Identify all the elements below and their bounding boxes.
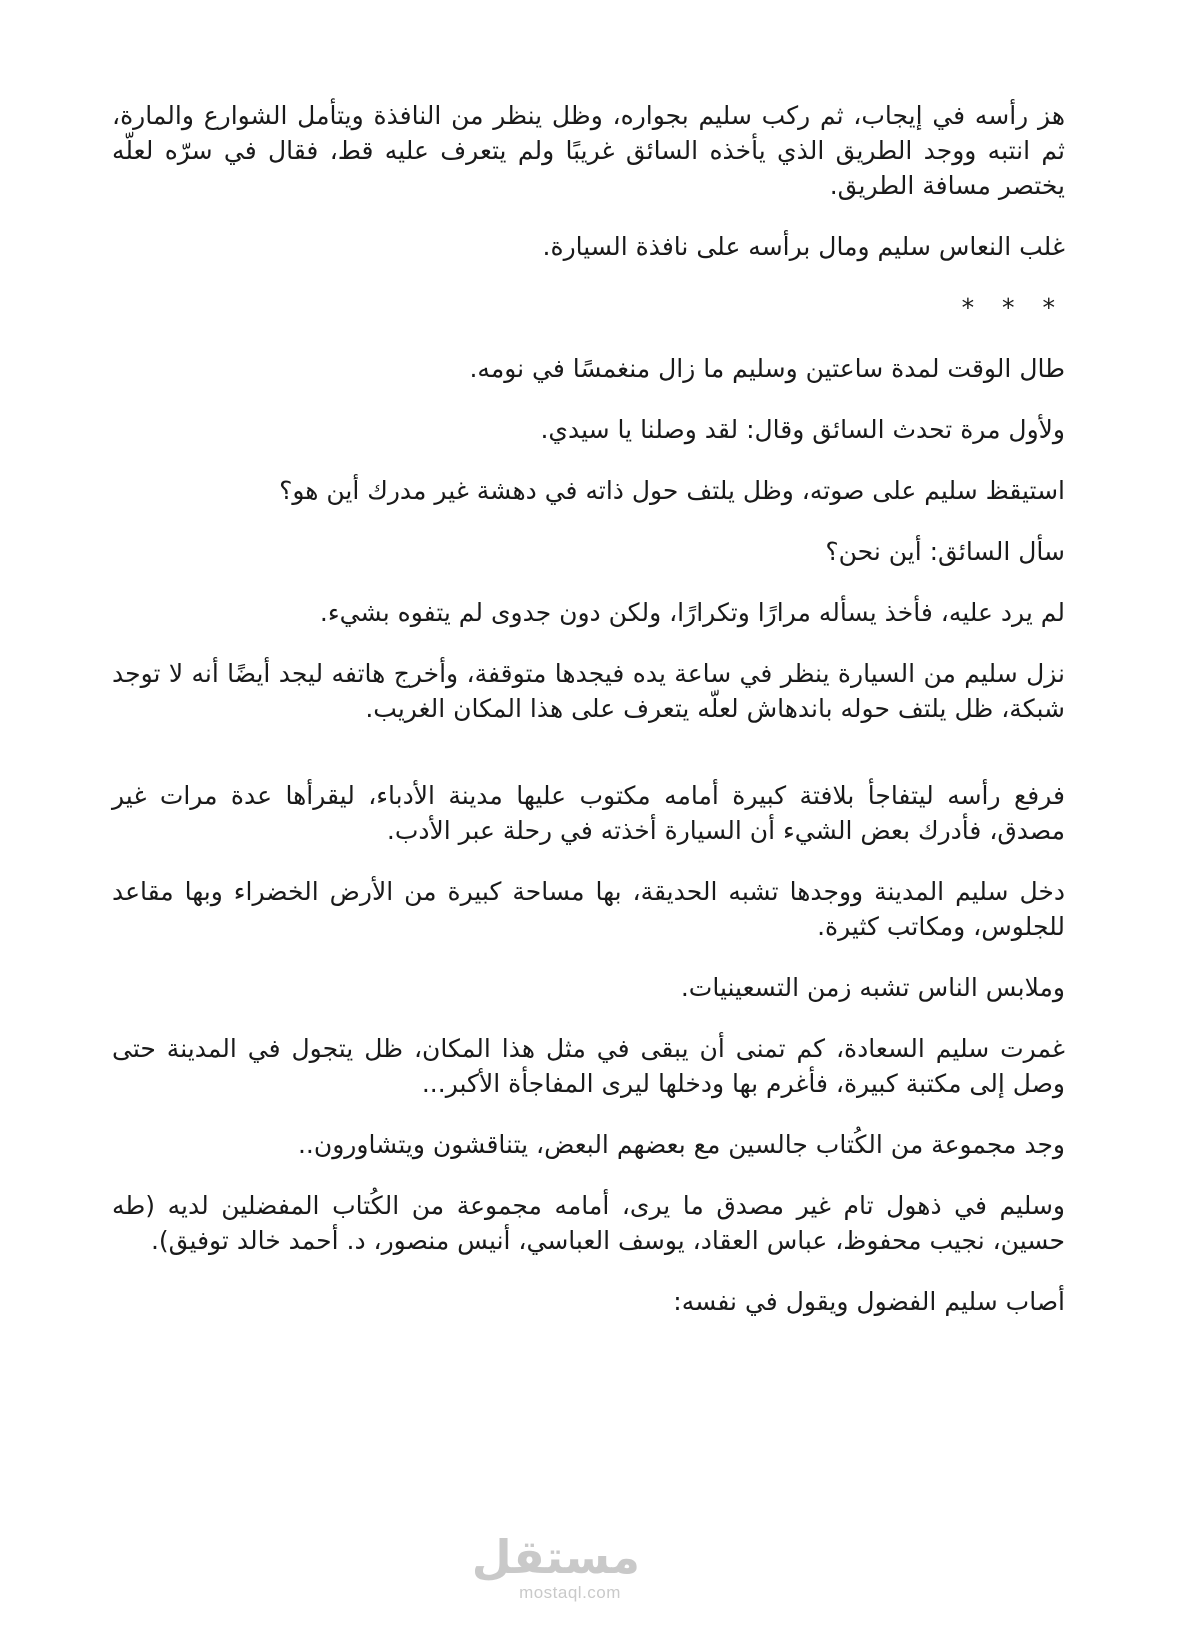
- paragraph-8: نزل سليم من السيارة ينظر في ساعة يده فيجدها متوقفة، وأخرج هاتفه ليجد أيضًا أنه لا توجد شبكة، ظل يلتف حوله باندهاش لعلّه يتعرف على هذا المكان الغريب.: [112, 659, 1065, 723]
- paragraph-14: وسليم في ذهول تام غير مصدق ما يرى، أمامه مجموعة من الكُتاب المفضلين لديه (طه حسين، نجيب محفوظ، عباس العقاد، يوسف العباسي، أنيس منصور، د. أحمد خالد توفيق).: [112, 1191, 1065, 1255]
- document-body: [112, 98, 1065, 1345]
- paragraph-7: لم يرد عليه، فأخذ يسأله مرارًا وتكرارًا، ولكن دون جدوى لم يتفوه بشيء.: [319, 598, 1065, 627]
- paragraph-12: غمرت سليم السعادة، كم تمنى أن يبقى في مثل هذا المكان، ظل يتجول في المدينة حتى وصل إلى مكتبة كبيرة، فأغرم بها ودخلها ليرى المفاجأة الأكبر...: [112, 1034, 1065, 1098]
- paragraph-11: وملابس الناس تشبه زمن التسعينيات.: [680, 973, 1065, 1002]
- section-separator: * * *: [961, 293, 1065, 322]
- paragraph-4: ولأول مرة تحدث السائق وقال: لقد وصلنا يا سيدي.: [540, 415, 1065, 444]
- paragraph-15: أصاب سليم الفضول ويقول في نفسه:: [673, 1287, 1065, 1316]
- paragraph-6: سأل السائق: أين نحن؟: [825, 537, 1065, 566]
- paragraph-13: وجد مجموعة من الكُتاب جالسين مع بعضهم البعض، يتناقشون ويتشاورون..: [297, 1130, 1065, 1159]
- paragraph-9: فرفع رأسه ليتفاجأ بلافتة كبيرة أمامه مكتوب عليها مدينة الأدباء، ليقرأها عدة مرات غير مصدق، فأدرك بعض الشيء أن السيارة أخذته في رحلة عبر الأدب.: [112, 781, 1065, 845]
- paragraph-10: دخل سليم المدينة ووجدها تشبه الحديقة، بها مساحة كبيرة من الأرض الخضراء وبها مقاعد للجلوس، ومكاتب كثيرة.: [112, 877, 1065, 941]
- paragraph-5: استيقظ سليم على صوته، وظل يلتف حول ذاته في دهشة غير مدرك أين هو؟: [279, 476, 1065, 505]
- watermark-logo: مستقل: [471, 1530, 640, 1584]
- paragraph-1: هز رأسه في إيجاب، ثم ركب سليم بجواره، وظل ينظر من النافذة ويتأمل الشوارع والمارة، ثم انتبه ووجد الطريق الذي يأخذه السائق غريبًا ولم يتعرف عليه قط، فقال في سرّه لعلّه يختصر مسافة الطريق.: [112, 101, 1065, 200]
- paragraph-3: طال الوقت لمدة ساعتين وسليم ما زال منغمسًا في نومه.: [469, 354, 1065, 383]
- mostaql-watermark: [471, 1530, 640, 1602]
- paragraph-2: غلب النعاس سليم ومال برأسه على نافذة السيارة.: [542, 232, 1065, 261]
- watermark-url: mostaql.com: [519, 1583, 621, 1602]
